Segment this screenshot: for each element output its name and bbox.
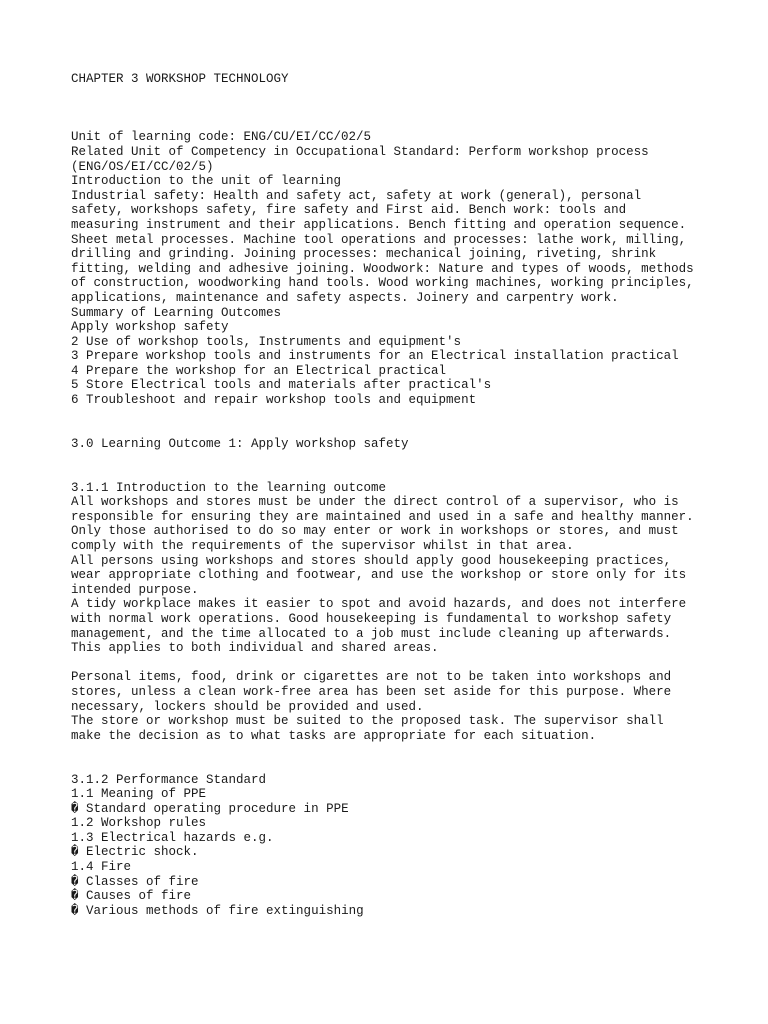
text-line: 1.4 Fire <box>71 860 132 875</box>
text-line: 6 Troubleshoot and repair workshop tools and equipment <box>71 393 477 408</box>
outcome-heading: 3.0 Learning Outcome 1: Apply workshop safety <box>71 436 409 451</box>
text-line: drilling and grinding. Joining processes: mechanical joining, riveting, shrink <box>71 247 657 262</box>
text-line: A tidy workplace makes it easier to spot and avoid hazards, and does not interfere <box>71 597 687 612</box>
bullet-line: � Standard operating procedure in PPE <box>71 801 349 816</box>
personal-items-block <box>71 670 751 743</box>
spacer <box>71 656 751 671</box>
text-line: stores, unless a clean work-free area has been set aside for this purpose. Where <box>71 684 672 699</box>
text-line: Sheet metal processes. Machine tool operations and processes: lathe work, milling, <box>71 232 687 247</box>
text-line: fitting, welding and adhesive joining. Woodwork: Nature and types of woods, methods <box>71 261 694 276</box>
document-page <box>71 72 751 918</box>
intro-block <box>71 481 751 656</box>
text-line: wear appropriate clothing and footwear, and use the workshop or store only for its <box>71 568 687 583</box>
text-line: management, and the time allocated to a job must include cleaning up afterwards. <box>71 626 672 641</box>
spacer <box>71 743 751 772</box>
text-line: safety, workshops safety, fire safety and First aid. Bench work: tools and <box>71 203 627 218</box>
text-line: comply with the requirements of the supervisor whilst in that area. <box>71 539 574 553</box>
text-line: 4 Prepare the workshop for an Electrical practical <box>71 363 447 378</box>
text-line: 3.1.2 Performance Standard <box>71 772 267 787</box>
text-line: The store or workshop must be suited to the proposed task. The supervisor shall <box>71 714 664 729</box>
text-line: This applies to both individual and shared areas. <box>71 641 439 656</box>
text-line: intended purpose. <box>71 582 199 597</box>
text-line: 2 Use of workshop tools, Instruments and equipment's <box>71 334 462 349</box>
text-line: measuring instrument and their applications. Bench fitting and operation sequence. <box>71 217 687 232</box>
text-line: Summary of Learning Outcomes <box>71 305 282 320</box>
bullet-line: � Classes of fire <box>71 874 199 889</box>
unit-block <box>71 130 751 407</box>
text-line: responsible for ensuring they are maintained and used in a safe and healthy manner. <box>71 509 694 524</box>
text-line: Related Unit of Competency in Occupational Standard: Perform workshop process <box>71 144 649 159</box>
text-line: 1.1 Meaning of PPE <box>71 787 207 802</box>
bullet-line: � Electric shock. <box>71 845 199 860</box>
text-line: 1.3 Electrical hazards e.g. <box>71 830 274 845</box>
text-line: of construction, woodworking hand tools. Wood working machines, working principles, <box>71 276 694 291</box>
text-line: Personal items, food, drink or cigarettes are not to be taken into workshops and <box>71 670 672 685</box>
text-line: Only those authorised to do so may enter or work in workshops or stores, and must <box>71 524 679 539</box>
spacer <box>71 87 751 116</box>
spacer <box>71 116 751 131</box>
text-line: Apply workshop safety <box>71 320 229 335</box>
text-line: applications, maintenance and safety aspects. Joinery and carpentry work. <box>71 290 619 305</box>
text-line: 1.2 Workshop rules <box>71 816 207 831</box>
bullet-line: � Causes of fire <box>71 889 192 904</box>
text-line: with normal work operations. Good housekeeping is fundamental to workshop safety <box>71 611 672 626</box>
text-line: Industrial safety: Health and safety act, safety at work (general), personal <box>71 188 642 203</box>
text-line: 3 Prepare workshop tools and instruments for an Electrical installation practical <box>71 349 679 364</box>
text-line: Introduction to the unit of learning <box>71 174 342 189</box>
text-line: All persons using workshops and stores should apply good housekeeping practices, <box>71 553 672 568</box>
text-line: make the decision as to what tasks are appropriate for each situation. <box>71 728 597 743</box>
text-line: (ENG/OS/EI/CC/02/5) <box>71 159 214 174</box>
text-line: necessary, lockers should be provided and used. <box>71 699 424 714</box>
bullet-line: � Various methods of fire extinguishing <box>71 903 364 918</box>
text-line: All workshops and stores must be under the direct control of a supervisor, who is <box>71 495 679 510</box>
performance-standard-block <box>71 773 751 919</box>
text-line: 3.1.1 Introduction to the learning outcome <box>71 480 387 495</box>
chapter-title: CHAPTER 3 WORKSHOP TECHNOLOGY <box>71 72 289 86</box>
text-line: Unit of learning code: ENG/CU/EI/CC/02/5 <box>71 130 372 145</box>
spacer <box>71 408 751 437</box>
text-line: 5 Store Electrical tools and materials after practical's <box>71 378 492 393</box>
spacer <box>71 451 751 480</box>
